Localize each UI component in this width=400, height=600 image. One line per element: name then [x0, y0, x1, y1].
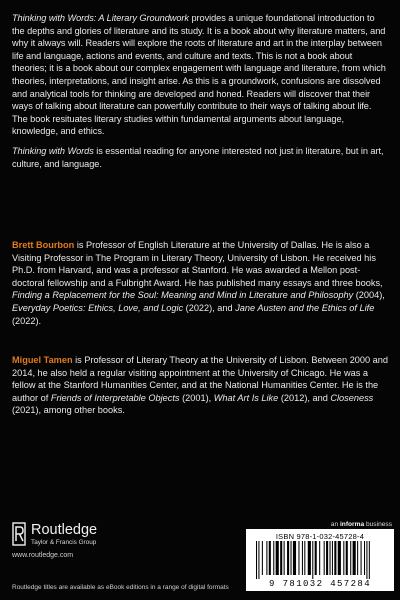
informa-tagline	[296, 521, 392, 528]
author-name: Brett Bourbon	[12, 240, 75, 250]
author-bio-tamen	[12, 354, 388, 417]
description-text: provides a unique foundational introduction to the depths and glories of literature and its study. It is a book about why literature matters, and why it always will. Readers will explore the roots of literature and art in the interplay between life and language, actions and events, and culture and texts. This is not a book about theories; it is a book about our complex engagement with language and literature, from which theories, interpretations, and insight arise. As this is a groundwork, confusions are dissolved and analytical tools for thinking are developed and honed. Readers will discover that their ways of talking about literature can powerfully contribute to their ways of talking about life. The book resituates literary studies within fundamental arguments about language, knowledge, and ethics.	[12, 13, 386, 137]
bio-text: (2022), and	[183, 302, 236, 313]
isbn-text: ISBN 978-1-032-45728-4	[275, 532, 365, 541]
bio-text: is Professor of English Literature at the University of Dallas. He is also a Visiting Professor in The Program in Literary Theory, University of Lisbon. He received his Ph.D. from Harvard, and was a professor at Stanford. He was awarded a Mellon post-doctoral fellowship and a Fulbright Award. He has published many essays and three books,	[12, 240, 383, 288]
author-name: Miguel Tamen	[12, 355, 73, 365]
publisher-url: www.routledge.com	[12, 552, 74, 559]
author-bio-bourbon	[12, 239, 388, 327]
routledge-mark-icon	[12, 522, 26, 546]
bio-text: is Professor of Literary Theory at the University of Lisbon. Between 2000 and 2014, he also held a regular visiting appointment at the University of Chicago. He was a fellow at the Stanford Humanities Center, and at the National Humanities Center. He is the author of	[12, 355, 389, 403]
ebook-note: Routledge titles are available as eBook editions in a range of digital formats	[12, 584, 229, 591]
description-paragraph	[12, 12, 388, 138]
book-title-italic: Everyday Poetics: Ethics, Love, and Logic	[12, 302, 184, 313]
publisher-group: Taylor & Francis Group	[31, 538, 97, 546]
bio-text: (2001),	[179, 392, 214, 403]
book-description	[12, 12, 388, 177]
informa-suffix: business	[364, 521, 392, 528]
barcode-graphic	[254, 541, 386, 579]
publisher-name: Routledge	[31, 521, 98, 538]
bio-text: (2004),	[353, 290, 385, 301]
book-title-italic: Finding a Replacement for the Soul: Meaning and Mind in Literature and Philosophy	[12, 290, 354, 301]
book-title-italic: Thinking with Words: A Literary Groundwork	[12, 13, 189, 23]
publisher-block	[12, 522, 162, 559]
bio-text: (2022).	[12, 315, 42, 326]
barcode-block	[246, 529, 394, 591]
informa-prefix: an	[330, 521, 340, 528]
description-paragraph	[12, 145, 388, 170]
book-title-italic: What Art Is Like	[213, 392, 279, 403]
bio-text: (2021), among other books.	[12, 405, 125, 416]
description-text: is essential reading for anyone interested not just in literature, but in art, culture, and language.	[12, 145, 384, 169]
book-title-italic: Closeness	[330, 392, 374, 403]
publisher-wordmark	[31, 523, 97, 546]
bio-text: (2012), and	[278, 392, 331, 403]
barcode-digits: 9 781032 457284	[268, 579, 371, 589]
informa-brand: informa	[339, 521, 365, 528]
book-title-italic: Jane Austen and the Ethics of Life	[235, 302, 375, 313]
book-title-italic: Thinking with Words	[12, 145, 94, 156]
publisher-logo	[12, 522, 162, 546]
book-title-italic: Friends of Interpretable Objects	[50, 392, 180, 403]
